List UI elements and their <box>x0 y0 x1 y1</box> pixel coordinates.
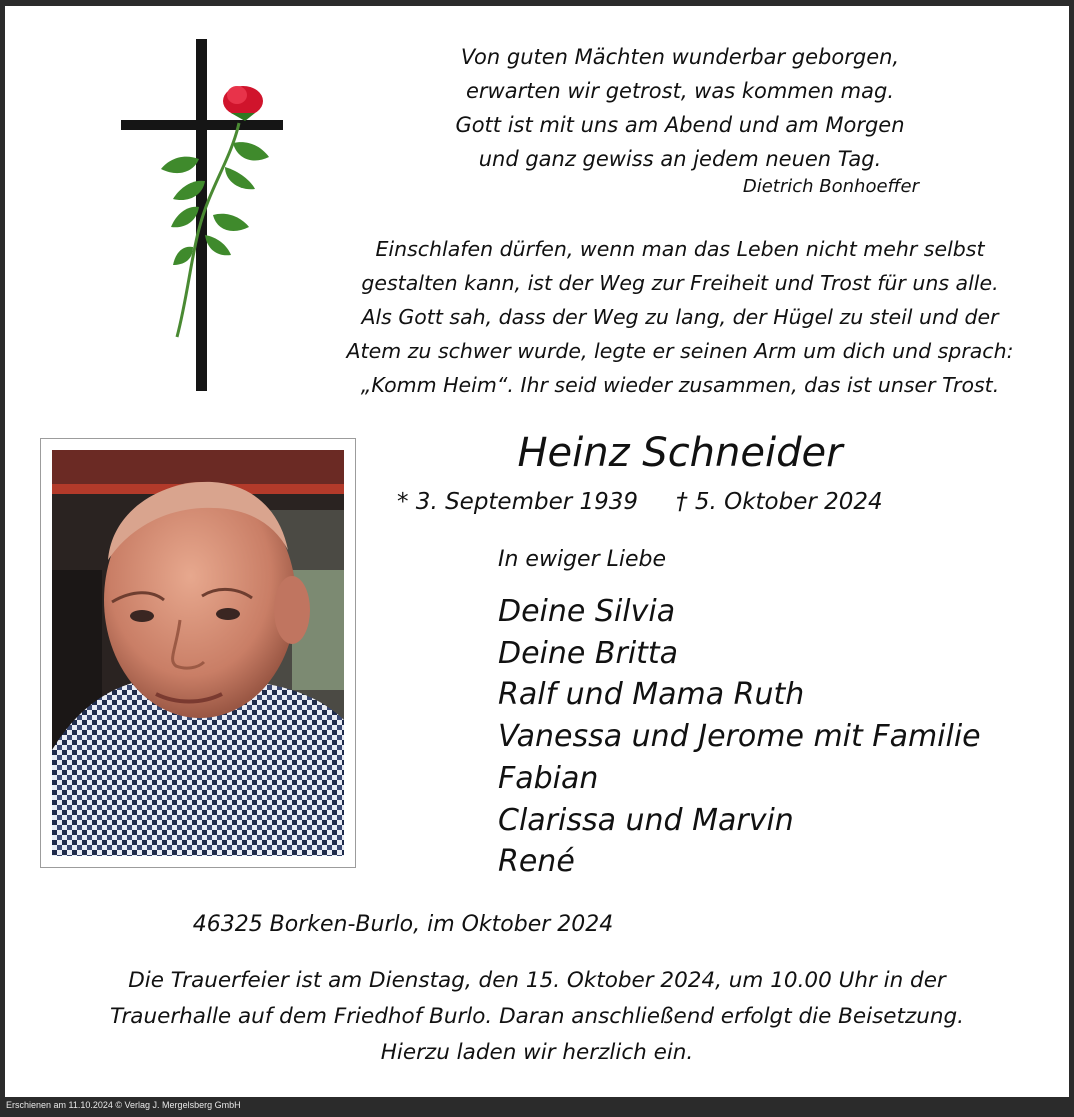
obituary-card <box>5 6 1069 1097</box>
photo-frame <box>40 438 356 868</box>
mourners-list <box>498 591 981 883</box>
quote-line: „Komm Heim“. Ihr seid wieder zusammen, das ist unser Trost. <box>360 373 1000 397</box>
portrait-photo <box>52 450 344 856</box>
quote-line: Atem zu schwer wurde, legte er seinen Arm um dich und sprach: <box>346 339 1014 363</box>
quote-line: Einschlafen dürfen, wenn man das Leben nicht mehr selbst <box>375 237 985 261</box>
service-line: Trauerhalle auf dem Friedhof Burlo. Daran anschließend erfolgt die Beisetzung. <box>110 1004 964 1029</box>
poem-line: und ganz gewiss an jedem neuen Tag. <box>478 147 882 171</box>
poem-author: Dietrich Bonhoeffer <box>742 176 919 197</box>
birth-date: * 3. September 1939 <box>397 489 639 515</box>
mourner-name: Deine Silvia <box>498 594 676 629</box>
mourner-name: Clarissa und Marvin <box>498 802 794 838</box>
mourner-name: Fabian <box>498 760 599 796</box>
mourner-name: Deine Britta <box>498 635 679 671</box>
service-info <box>25 963 1049 1071</box>
quote <box>310 232 1050 402</box>
service-line: Hierzu laden wir herzlich ein. <box>380 1040 694 1065</box>
service-line: Die Trauerfeier ist am Dienstag, den 15. Oktober 2024, um 10.00 Uhr in der <box>128 968 946 993</box>
mourner-name: René <box>498 844 575 880</box>
mourner-name: Vanessa und Jerome mit Familie <box>498 719 981 755</box>
deceased-name: Heinz Schneider <box>517 430 843 476</box>
poem-line: Gott ist mit uns am Abend und am Morgen <box>455 113 905 137</box>
poem <box>405 40 955 176</box>
mourner-name: Ralf und Mama Ruth <box>498 677 805 713</box>
cross-with-rose-icon <box>113 39 283 394</box>
quote-line: gestalten kann, ist der Weg zur Freiheit und Trost für uns alle. <box>361 271 999 295</box>
mourners-intro: In ewiger Liebe <box>498 547 667 572</box>
place-date: 46325 Borken-Burlo, im Oktober 2024 <box>192 912 614 937</box>
quote-line: Als Gott sah, dass der Weg zu lang, der Hügel zu steil und der <box>361 305 999 329</box>
poem-line: erwarten wir getrost, was kommen mag. <box>466 79 894 103</box>
life-dates <box>397 489 883 515</box>
poem-line: Von guten Mächten wunderbar geborgen, <box>460 45 900 69</box>
publication-footer: Erschienen am 11.10.2024 © Verlag J. Mergelsberg GmbH <box>6 1100 241 1110</box>
death-date: † 5. Oktober 2024 <box>676 489 883 515</box>
